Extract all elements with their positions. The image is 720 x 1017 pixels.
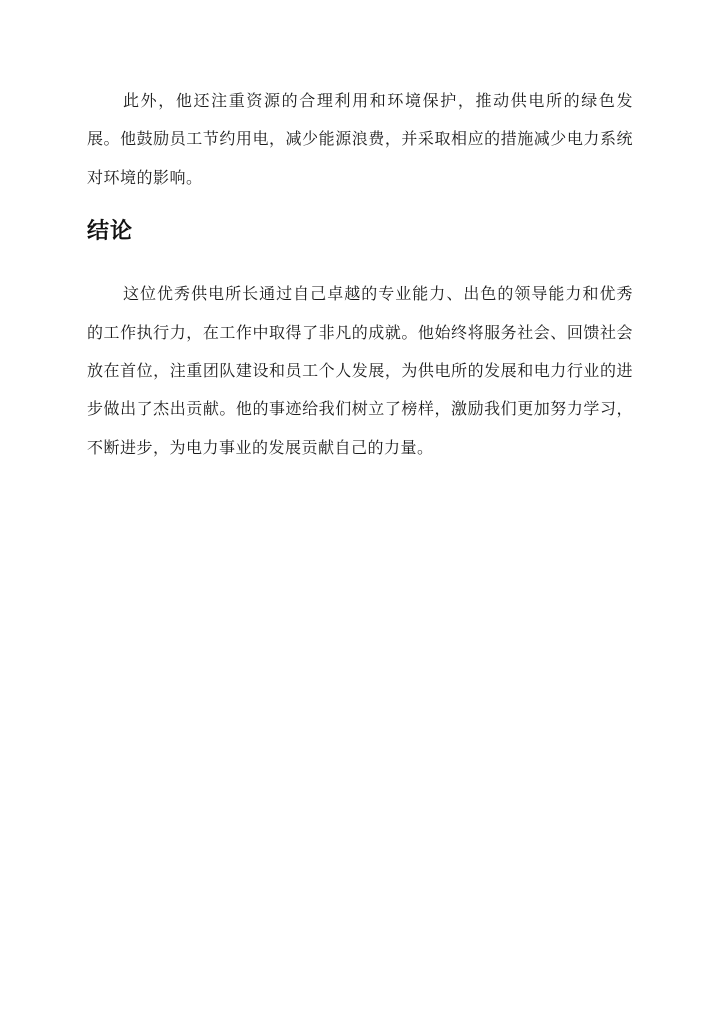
document-body — [87, 82, 633, 467]
conclusion-heading: 结论 — [87, 219, 134, 245]
environment-paragraph: 此外，他还注重资源的合理利用和环境保护，推动供电所的绿色发展。他鼓励员工节约用电，减少能源浪费，并采取相应的措施减少电力系统对环境的影响。 — [87, 91, 633, 187]
conclusion-paragraph: 这位优秀供电所长通过自己卓越的专业能力、出色的领导能力和优秀的工作执行力，在工作中取得了非凡的成就。他始终将服务社会、回馈社会放在首位，注重团队建设和员工个人发展，为供电所的发展和电力行业的进步做出了杰出贡献。他的事迹给我们树立了榜样，激励我们更加努力学习，不断进步，为电力事业的发展贡献自己的力量。 — [87, 284, 633, 457]
